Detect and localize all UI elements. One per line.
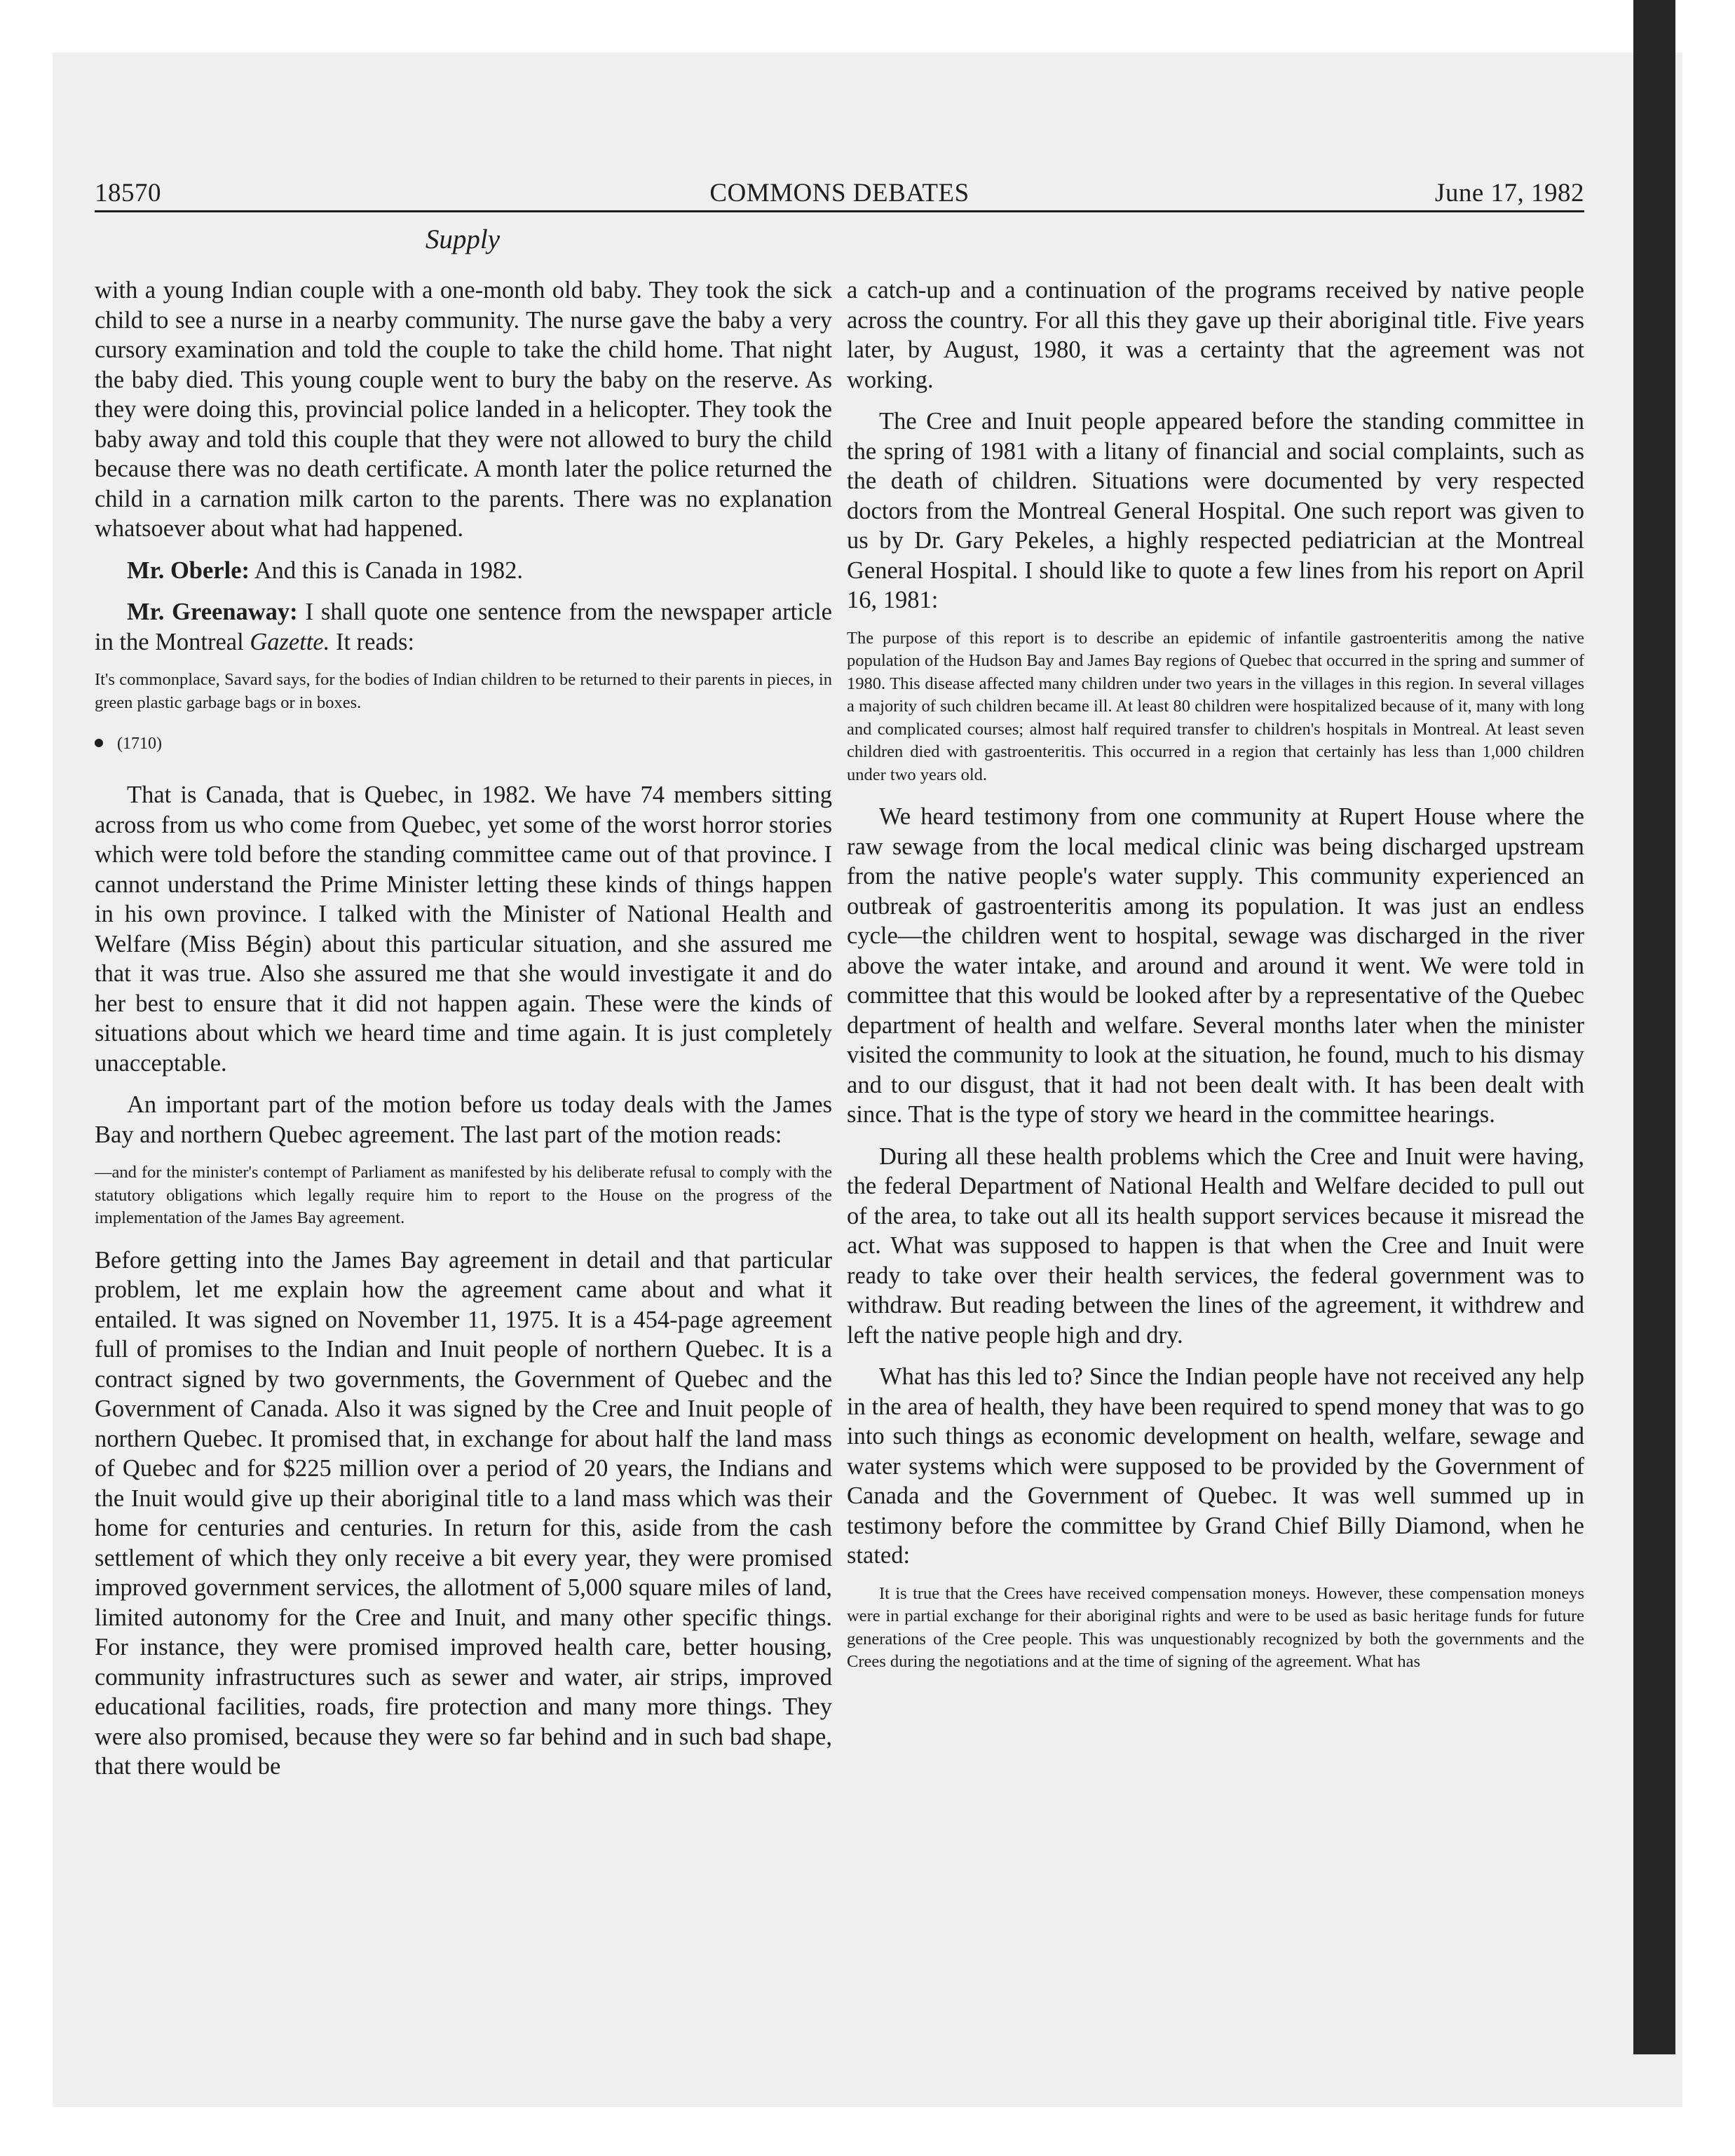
- paragraph: We heard testimony from one community at Rupert House where the raw sewage from the local medical clinic was being discharged upstream from the native people's water supply. This community experienced an outbreak of gastroenteritis among its population. It was just an endless cycle—the children went to hospital, sewage was discharged in the river above the water intake, and around and around it went. We were told in committee that this would be looked after by a representative of the Quebec department of health and welfare. Several months later when the minister visited the community to look at the situation, he found, much to his dismay and to our disgust, that it had not been dealt with. It has been dealt with since. That is the type of story we heard in the committee hearings.: [847, 803, 1584, 1128]
- block-quote: It's commonplace, Savard says, for the bodies of Indian children to be returned to their parents in pieces, in green plastic garbage bags or in boxes.: [95, 670, 832, 712]
- paragraph: During all these health problems which the Cree and Inuit were having, the federal Department of National Health and Welfare decided to pull out of the area, to take out all its health support services because it misread the act. What was supposed to happen is that when the Cree and Inuit were ready to take over their health services, the federal government was to withdraw. But reading between the lines of the agreement, it withdrew and left the native people high and dry.: [847, 1142, 1584, 1349]
- speech-text: And this is Canada in 1982.: [254, 557, 524, 584]
- left-column: [95, 275, 832, 1986]
- paragraph: The Cree and Inuit people appeared before the standing committee in the spring of 1981 with a litany of financial and social complaints, such as the death of children. Situations were documented by very respected doctors from the Montreal General Hospital. One such report was given to us by Dr. Gary Pekeles, a highly respected pediatrician at the Montreal General Hospital. I should like to quote a few lines from his report on April 16, 1981:: [847, 408, 1584, 613]
- section-title: Supply: [425, 224, 501, 254]
- paragraph: with a young Indian couple with a one-month old baby. They took the sick child to see a nurse in a nearby community. The nurse gave the baby a very cursory examination and told the couple to take the child home. That night the baby died. This young couple went to bury the baby on the reserve. As they were doing this, provincial police landed in a helicopter. They took the baby away and told this couple that they were not allowed to bury the child because there was no death certificate. A month later the police returned the child in a carnation milk carton to the parents. There was no explanation whatsoever about what had happened.: [95, 277, 832, 542]
- scan-edge-shadow: [1633, 0, 1675, 2054]
- header-date: June 17, 1982: [1434, 179, 1584, 207]
- speech-text: It reads:: [335, 628, 415, 655]
- newspaper-name: Gazette.: [250, 628, 330, 655]
- page-header: [95, 126, 1584, 212]
- speech-oberle: [95, 556, 832, 586]
- block-quote: —and for the minister's contempt of Parliament as manifested by his deliberate refusal to comply with the statutory obligations which legally require him to report to the House on the progress of the implementation of the James Bay agreement.: [95, 1163, 832, 1227]
- speaker-name: Mr. Greenaway:: [127, 599, 298, 625]
- block-quote: It is true that the Crees have received compensation moneys. However, these compensation moneys were in partial exchange for their aboriginal rights and were to be used as basic heritage funds for future generations of the Cree people. This was unquestionably recognized by both the governments and the Crees during the negotiations and at the time of signing of the agreement. What has: [847, 1583, 1584, 1671]
- speech-greenaway: [95, 597, 832, 657]
- paragraph: That is Canada, that is Quebec, in 1982. We have 74 members sitting across from us who come from Quebec, yet some of the worst horror stories which were told before the standing committee came out of that province. I cannot understand the Prime Minister letting these kinds of things happen in his own province. I talked with the Minister of National Health and Welfare (Miss Bégin) about this particular situation, and she assured me that it was true. Also she assured me that she would investigate it and do her best to ensure that it did not happen again. These were the kinds of situations about which we heard time and time again. It is just completely unacceptable.: [95, 782, 832, 1077]
- block-quote: The purpose of this report is to describe an epidemic of infantile gastroenteritis among the native population of the Hudson Bay and James Bay regions of Quebec that occurred in the spring and summer of 1980. This disease affected many children under two years in the villages in this region. In several villages a majority of such children became ill. At least 80 children were hospitalized because of it, many with long and complicated courses; almost half required transfer to children's hospitals in Montreal. At least seven children died with gastroenteritis. This occurred in a region that certainly has less than 1,000 children under two years old.: [847, 628, 1584, 784]
- paragraph: An important part of the motion before us today deals with the James Bay and northern Quebec agreement. The last part of the motion reads:: [95, 1091, 832, 1148]
- paragraph: a catch-up and a continuation of the programs received by native people across the country. For all this they gave up their aboriginal title. Five years later, by August, 1980, it was a certainty that the agreement was not working.: [847, 277, 1584, 393]
- bullet-icon: [95, 739, 103, 747]
- speaker-name: Mr. Oberle:: [127, 557, 250, 584]
- time-marker-text: (1710): [117, 735, 162, 753]
- speech-text: I shall quote one sentence from the newspaper article in the Montreal: [95, 599, 832, 655]
- paragraph: Before getting into the James Bay agreement in detail and that particular problem, let me explain how the agreement came about and what it entailed. It was signed on November 11, 1975. It is a 454-page agreement full of promises to the Indian and Inuit people of northern Quebec. It is a contract signed by two governments, the Government of Quebec and the Government of Canada. Also it was signed by the Cree and Inuit people of northern Quebec. It promised that, in exchange for about half the land mass of Quebec and for $225 million over a period of 20 years, the Indians and the Inuit would give up their aboriginal title to a land mass which was their home for centuries and centuries. In return for this, aside from the cash settlement of which they only receive a bit every year, they were promised improved government services, the allotment of 5,000 square miles of land, limited autonomy for the Cree and Inuit, and many other specific things. For instance, they were promised improved health care, better housing, community infrastructures such as sewer and water, air strips, improved educational facilities, roads, fire protection and many more things. They were also promised, because they were so far behind and in such bad shape, that there would be: [95, 1246, 832, 1780]
- right-column: [847, 275, 1584, 1986]
- page-number: 18570: [95, 179, 161, 207]
- time-marker: [95, 730, 832, 758]
- paragraph: What has this led to? Since the Indian people have not received any help in the area of health, they have been required to spend money that was to go into such things as economic development on health, welfare, sewage and water systems which were supposed to be provided by the Government of Canada and the Government of Quebec. It was well summed up in testimony before the committee by Grand Chief Billy Diamond, when he stated:: [847, 1363, 1584, 1569]
- publication-title: COMMONS DEBATES: [709, 179, 969, 207]
